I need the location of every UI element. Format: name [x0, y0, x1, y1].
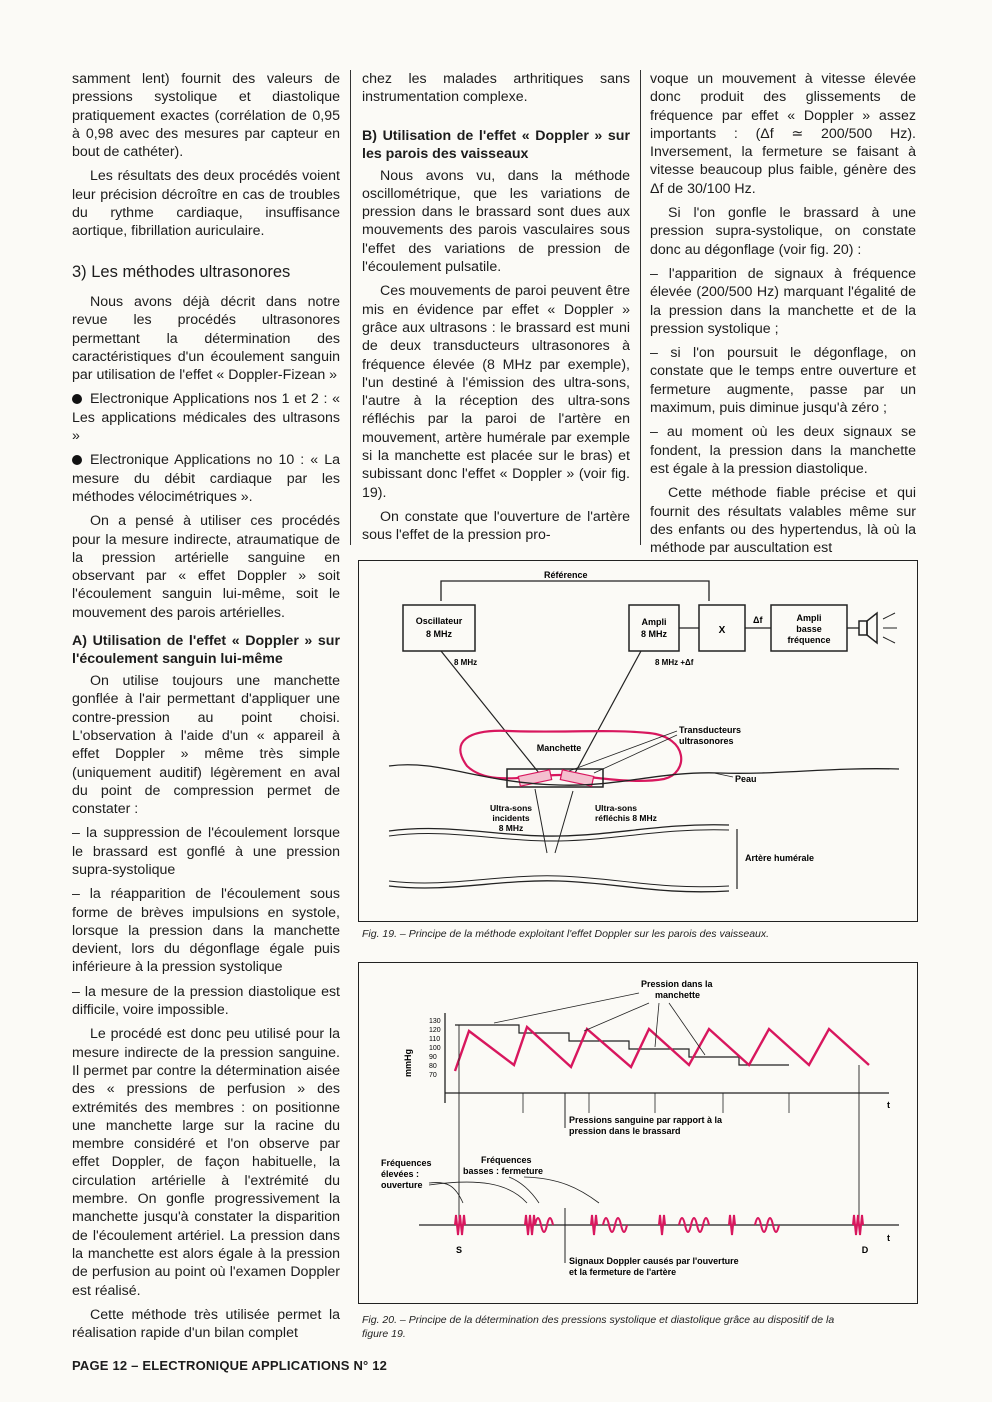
- column-2: [362, 70, 630, 551]
- y-tick-label: 100: [429, 1045, 441, 1052]
- figure-20: [358, 962, 918, 1304]
- y-unit-label: mmHg: [403, 1048, 413, 1078]
- ampli-label: Ampli: [641, 617, 667, 627]
- incident-label: Ultra-sons: [489, 803, 533, 813]
- oscillator-label: Oscillateur: [415, 616, 463, 626]
- blood-pressure-label: Pressions sanguine par rapport à la: [569, 1115, 723, 1125]
- column-1: [72, 70, 340, 1348]
- paragraph: On utilise toujours une manchette gonflée à l'air permettant d'appliquer une contre-pression au point choisi. L'observation à l'aide d'un « appareil à effet Doppler » même très simple (uniquement auditif) légèrement en aval du point de compression permet de constater :: [72, 673, 340, 818]
- artery-wall-top: [389, 825, 729, 836]
- bullet-item: [72, 390, 340, 445]
- y-tick-label: 120: [429, 1027, 441, 1034]
- freq-label: 8 MHz +Δf: [655, 658, 694, 667]
- mixer-label: X: [718, 625, 726, 636]
- figure-20-diagram: [359, 963, 917, 1303]
- column-rule: [350, 70, 351, 545]
- y-tick-label: 90: [429, 1054, 437, 1061]
- reference-label: Référence: [544, 570, 588, 580]
- paragraph: Nous avons vu, dans la méthode oscillométrique, que les variations de pression dans le brassard sont dues aux mouvements des parois vasculaires sous l'effet des variations de pression de l'écoulement pulsatile.: [362, 167, 630, 276]
- low-freq-label: basses : fermeture: [463, 1166, 544, 1176]
- y-tick-label: 130: [429, 1018, 441, 1025]
- caption-line: figure 19.: [362, 1328, 406, 1340]
- dash-item: – la mesure de la pression diastolique est difficile, voire impossible.: [72, 983, 340, 1019]
- bullet-text: Electronique Applications no 10 : « La mesure du débit cardiaque par les méthodes vélocimétriques ».: [72, 452, 340, 505]
- paragraph: voque un mouvement à vitesse élevée donc produit des glissements de fréquence par effet « Doppler » assez importants : (Δf ≃ 200/500 Hz). Inversement, la fermeture se faisant à vitesse beaucoup plus faible, génère des Δf de 30/100 Hz.: [650, 71, 916, 197]
- transducer-receiver: [560, 770, 593, 786]
- subsection-heading: A) Utilisation de l'effet « Doppler » sur l'écoulement sanguin lui-même: [72, 633, 340, 668]
- dash-item: – au moment où les deux signaux se fondent, la pression dans la manchette est égale à la pression diastolique.: [650, 424, 916, 477]
- figure-19-diagram: [359, 561, 917, 921]
- doppler-signals-label: et la fermeture de l'artère: [569, 1267, 677, 1277]
- page-footer: PAGE 12 – ELECTRONIQUE APPLICATIONS N° 12: [72, 1358, 388, 1373]
- ampli-bf-label: fréquence: [787, 635, 831, 645]
- paragraph: Cette méthode fiable précise et qui fournit des résultats valables même sur des enfants ou des hypertendus, là où la méthode par auscultation est: [650, 485, 916, 557]
- ampli-bf-label: Ampli: [796, 613, 822, 623]
- transducers-label: Transducteurs: [679, 725, 742, 735]
- paragraph: Si l'on gonfle le brassard à une pression supra-systolique, on constate donc au dégonflage (voir fig. 20) :: [650, 205, 916, 258]
- incident-label: incidents: [492, 813, 530, 823]
- paragraph: Nous avons déjà décrit dans notre revue les procédés ultrasonores permettant la détermination des caractéristiques d'un écoulement sanguin par utilisation de l'effet « Doppler-Fizean »: [72, 293, 340, 384]
- time-label: t: [887, 1233, 890, 1243]
- paragraph: chez les malades arthritiques sans instrumentation complexe.: [362, 71, 630, 106]
- reference-line: [441, 581, 709, 601]
- bullet-item: [72, 451, 340, 506]
- column-3: [650, 70, 916, 563]
- bullet-icon: [72, 455, 82, 465]
- oscillator-box: [403, 605, 475, 651]
- paragraph: On constate que l'ouverture de l'artère sous l'effet de la pression pro-: [362, 508, 630, 544]
- paragraph: samment lent) fournit des valeurs de pressions systolique et diastolique pratiquement exactes (corrélation de 0,95 à 0,98 avec des mesures par capteur en bout de cathéter).: [72, 71, 340, 161]
- low-freq-label: Fréquences: [481, 1155, 532, 1165]
- paragraph: Le procédé est donc peu utilisé pour la mesure indirecte de la pression sanguine. Il permet par contre la détermination aisée des « pressions de perfusion » des extrémités des membres : on positionne une manchette large sur la racine du membre considéré et l'on observe par effet Doppler, de façon habituelle, la circulation artérielle à l'extrémité du membre. On gonfle progressivement la manchette jusqu'à constater la disparition de l'écoulement artériel. La pression dans la manchette est alors égale à la pression de perfusion au point où l'examen Doppler est réalisé.: [72, 1026, 340, 1299]
- oscillator-freq: 8 MHz: [425, 629, 453, 639]
- systolic-label: S: [455, 1245, 463, 1255]
- paragraph: Ces mouvements de paroi peuvent être mis en évidence par effet « Doppler » grâce aux ultrasons : le brassard est muni de deux transducteurs ultrasonores à fréquence élevée (8 MHz par exemple), l'un destiné à l'émission des ultra-sons, l'autre à la réception des ultra-sons réfléchis par la paroi de l'artère en mouvement, artère humérale par exemple si la manchette est placée sur le bras) et subissant donc l'effet « Doppler » (voir fig. 19).: [362, 283, 630, 501]
- transducers-label: ultrasonores: [679, 736, 734, 746]
- cuff-label: Manchette: [536, 743, 582, 753]
- paragraph: Cette méthode très utilisée permet la réalisation rapide d'un bilan complet: [72, 1306, 340, 1342]
- y-ticks: [429, 1018, 441, 1079]
- high-freq-label: élevées :: [381, 1169, 420, 1179]
- cuff-pressure-label: Pression dans la: [641, 979, 713, 989]
- cuff-pressure-label: manchette: [655, 990, 701, 1000]
- incident-label: 8 MHz: [498, 823, 524, 833]
- delta-f-label: Δf: [753, 615, 763, 625]
- reflected-label: réfléchis 8 MHz: [595, 813, 657, 823]
- bullet-icon: [72, 394, 82, 404]
- paragraph: Les résultats des deux procédés voient leur précision décroître en cas de troubles du rythme cardiaque, insuffisance aortique, fibrillation auriculaire.: [72, 168, 340, 240]
- reflected-label: Ultra-sons: [595, 803, 638, 813]
- figure-19-caption: Fig. 19. – Principe de la méthode exploitant l'effet Doppler sur les parois des vaisseaux.: [362, 928, 770, 940]
- diastolic-label: D: [861, 1245, 869, 1255]
- ampli-freq: 8 MHz: [640, 629, 668, 639]
- y-tick-label: 80: [429, 1063, 437, 1070]
- y-tick-label: 110: [429, 1036, 441, 1043]
- figure-19: [358, 560, 918, 922]
- y-tick-label: 70: [429, 1072, 437, 1079]
- high-freq-label: ouverture: [381, 1180, 423, 1190]
- skin-line: [389, 765, 899, 785]
- high-freq-label: Fréquences: [381, 1158, 432, 1168]
- dash-item: – la réapparition de l'écoulement sous forme de brèves impulsions en systole, lorsque la pression dans la manchette devient, lors du dégonflage égale puis inférieure à la pression systolique: [72, 886, 340, 976]
- doppler-signals-label: Signaux Doppler causés par l'ouverture: [569, 1256, 739, 1266]
- skin-label: Peau: [735, 774, 757, 784]
- time-label: t: [887, 1100, 890, 1110]
- caption-line: Fig. 20. – Principe de la détermination des pressions systolique et diastolique grâce au dispositif de la: [362, 1314, 835, 1326]
- bullet-text: Electronique Applications nos 1 et 2 : « Les applications médicales des ultrasons »: [72, 391, 340, 445]
- dash-item: – si l'on poursuit le dégonflage, on constate que le temps entre ouverture et fermeture augmente, passe par un maximum, puis diminue jusqu'à zéro ;: [650, 345, 916, 417]
- ampli-bf-label: basse: [796, 624, 822, 634]
- subsection-heading: B) Utilisation de l'effet « Doppler » sur les parois des vaisseaux: [362, 127, 630, 162]
- blood-pressure-label: pression dans le brassard: [569, 1126, 681, 1136]
- dash-item: – la suppression de l'écoulement lorsque le brassard est gonflé à une pression supra-systolique: [72, 825, 340, 878]
- section-heading: 3) Les méthodes ultrasonores: [72, 262, 291, 281]
- speaker-icon: [859, 613, 897, 643]
- column-rule: [640, 70, 641, 545]
- artery-label: Artère humérale: [745, 853, 815, 863]
- freq-label: 8 MHz: [454, 658, 478, 667]
- paragraph: On a pensé à utiliser ces procédés pour la mesure indirecte, atraumatique de la pression artérielle sanguine en observant par « effet Doppler » soit l'écoulement sanguin lui-même, soit le mouvement des parois artérielles.: [72, 513, 340, 621]
- dash-item: – l'apparition de signaux à fréquence élevée (200/500 Hz) marquant l'égalité de la pression dans la manchette et de la pression systolique ;: [650, 265, 916, 337]
- ampli-box: [629, 605, 679, 651]
- figure-20-caption: [362, 1313, 912, 1341]
